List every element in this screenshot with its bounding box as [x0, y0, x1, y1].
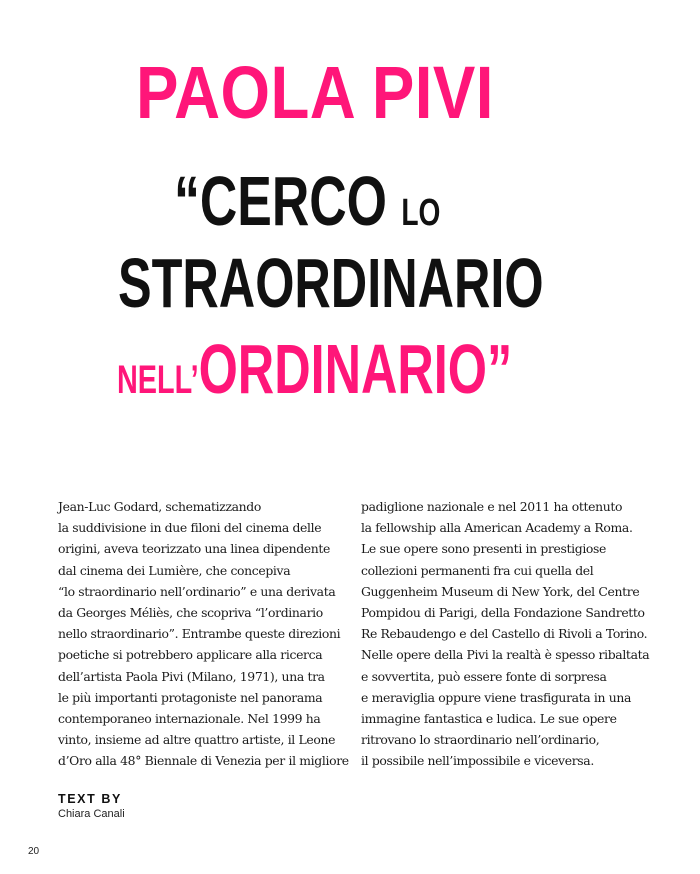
page-number: 20 — [28, 846, 40, 857]
body-line: immagine fantastica e ludica. Le sue opere — [361, 711, 617, 727]
body-line: d’Oro alla 48° Biennale di Venezia per il migliore — [58, 753, 349, 769]
body-column-left — [58, 496, 358, 772]
body-line: e meraviglia oppure viene trasfigurata in una — [361, 689, 632, 705]
headline — [0, 0, 700, 430]
headline-lo: LO — [401, 192, 441, 234]
body-line: poetiche si potrebbero applicare alla ricerca — [58, 647, 323, 663]
byline — [58, 792, 125, 822]
body-line: vinto, insieme ad altre quattro artiste, il Leone — [58, 732, 336, 748]
body-line: Guggenheim Museum di New York, del Centre — [361, 583, 640, 599]
body-line: origini, aveva teorizzato una linea dipendente — [58, 541, 331, 557]
body-line: Jean-Luc Godard, schematizzando — [58, 499, 262, 514]
byline-author: Chiara Canali — [58, 808, 125, 820]
body-line: Nelle opere della Pivi la realtà è spesso ribaltata — [361, 647, 650, 663]
headline-quote-line-3 — [117, 330, 513, 408]
body-line: la suddivisione in due filoni del cinema delle — [58, 520, 322, 536]
body-line: contemporaneo internazionale. Nel 1999 ha — [58, 711, 321, 727]
body-line: le più importanti protagoniste nel panorama — [58, 689, 323, 705]
body-column-right — [361, 496, 661, 772]
body-line: da Georges Méliès, che scopriva “l’ordinario — [58, 605, 323, 621]
body-line: Re Rebaudengo e del Castello di Rivoli a Torino. — [361, 626, 648, 642]
body-line: Le sue opere sono presenti in prestigiose — [361, 541, 607, 557]
body-line: dell’artista Paola Pivi (Milano, 1971), una tra — [58, 668, 325, 684]
headline-ordinario: ORDINARIO” — [198, 330, 513, 408]
headline-nell: NELL’ — [117, 358, 199, 402]
body-line: Pompidou di Parigi, della Fondazione Sandretto — [361, 605, 645, 621]
headline-cerco: “CERCO — [174, 162, 387, 240]
body-line: la fellowship alla American Academy a Roma. — [361, 520, 633, 536]
body-line: nello straordinario”. Entrambe queste direzioni — [58, 626, 341, 642]
body-line: il possibile nell’impossibile e viceversa. — [361, 753, 594, 769]
body-line: dal cinema dei Lumière, che concepiva — [58, 562, 291, 578]
headline-quote-line-1 — [174, 162, 441, 240]
body-line: “lo straordinario nell’ordinario” e una derivata — [58, 583, 336, 599]
headline-quote-line-2: STRAORDINARIO — [118, 244, 544, 322]
body-line: collezioni permanenti fra cui quella del — [361, 562, 594, 578]
byline-label: TEXT BY — [58, 792, 122, 806]
body-line: e sovvertita, può essere fonte di sorpresa — [361, 668, 607, 684]
body-line: ritrovano lo straordinario nell’ordinario, — [361, 732, 600, 748]
body-line: padiglione nazionale e nel 2011 ha ottenuto — [361, 499, 623, 514]
headline-artist-name: PAOLA PIVI — [136, 51, 494, 134]
